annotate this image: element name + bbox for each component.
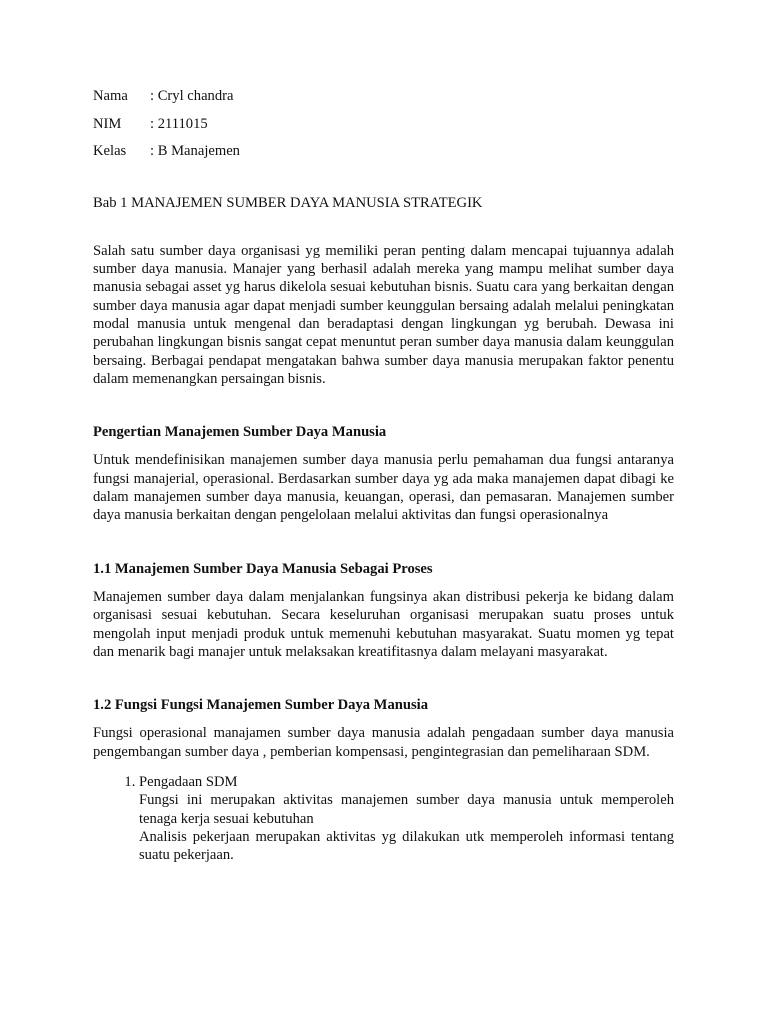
name-value: : Cryl chandra — [150, 88, 234, 104]
chapter-title: Bab 1 MANAJEMEN SUMBER DAYA MANUSIA STRATEGIK — [93, 194, 483, 211]
section-heading-process: 1.1 Manajemen Sumber Daya Manusia Sebagai Proses — [93, 560, 433, 577]
intro-paragraph: Salah satu sumber daya organisasi yg memiliki peran penting dalam mencapai tujuannya adalah sumber daya manusia. Manajer yang berhasil adalah mereka yang mampu melihat sumber daya manusia sebagai asset yg harus dikelola sesuai kebutuhan bisnis. Suatu cara yang berkaitan dengan sumber daya manusia agar dapat menjadi sumber keunggulan bersaing adalah melalui peningkatan modal manusia untuk mengenal dan beradaptasi dengan lingkungan yg berubah. Dewasa ini perubahan lingkungan bisnis sangat cepat menuntut peran sumber daya manusia dalam keunggulan bersaing. Berbagai pendapat mengatakan bahwa sumber daya manusia merupakan faktor penentu dalam memenangkan persaingan bisnis. — [93, 242, 674, 387]
section-body-functions: Fungsi operasional manajamen sumber daya manusia adalah pengadaan sumber daya manusia pengembangan sumber daya , pemberian kompensasi, pengintegrasian dan pemeliharaan SDM. — [93, 725, 674, 760]
class-row — [93, 142, 674, 170]
nim-label: NIM — [93, 115, 122, 132]
class-label: Kelas — [93, 143, 127, 159]
section-heading-definition: Pengertian Manajemen Sumber Daya Manusia — [93, 424, 387, 441]
section-body-definition: Untuk mendefinisikan manajemen sumber daya manusia perlu pemahaman dua fungsi antaranya fungsi manajerial, operasional. Berdasarkan sumber daya yg ada maka manajemen dapat dibagi ke dalam manajemen sumber daya manusia, keuangan, operasi, dan pemasaran. Manajemen sumber daya manusia berkaitan dengan pengelolaan melalui aktivitas dan fungsi operasionalnya — [93, 452, 674, 524]
section-body-process: Manajemen sumber daya dalam menjalankan fungsinya akan distribusi pekerja ke bidang dalam organisasi sesuai kebutuhan. Secara keseluruhan organisasi merupakan suatu proses untuk mengolah input menjadi produk untuk memenuhi kebutuhan masyarakat. Suatu momen yg tepat dan menarik bagi manajer untuk melaksakan kreatifitasnya dalam melayani masyarakat. — [93, 588, 674, 660]
list-item-line-1: Fungsi ini merupakan aktivitas manajemen sumber daya manusia untuk memperoleh tenaga kerja sesuai kebutuhan — [139, 792, 674, 827]
functions-list — [93, 773, 674, 864]
document-page — [93, 87, 674, 865]
student-info — [93, 87, 674, 170]
class-value: : B Manajemen — [150, 143, 240, 159]
section-heading-functions: 1.2 Fungsi Fungsi Manajemen Sumber Daya Manusia — [93, 697, 429, 714]
nim-value: : 2111015 — [150, 115, 208, 132]
list-item-title: 1. Pengadaan SDM — [139, 774, 238, 791]
name-row — [93, 87, 674, 115]
name-label: Nama — [93, 88, 128, 104]
nim-row — [93, 115, 674, 143]
list-item-line-2: Analisis pekerjaan merupakan aktivitas yg dilakukan utk memperoleh informasi tentang suatu pekerjaan. — [139, 828, 674, 864]
list-item — [139, 773, 674, 864]
